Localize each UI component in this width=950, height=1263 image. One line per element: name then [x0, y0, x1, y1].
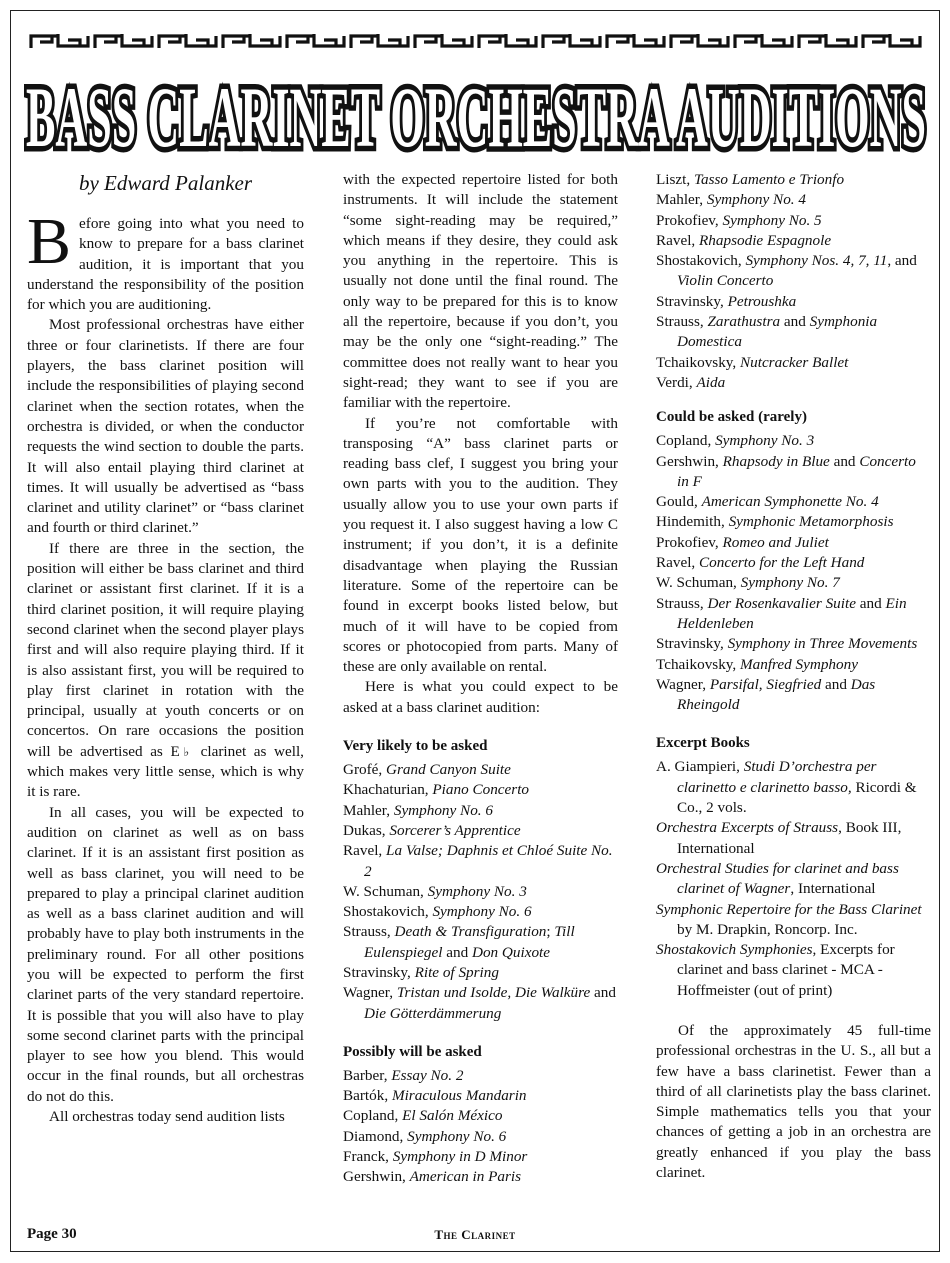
list-item: Stravinsky, Petroushka: [656, 292, 797, 310]
list-item: Copland, Symphony No. 3: [656, 432, 815, 450]
paragraph-1: Before going into what you need to know to prepare for a bass clarinet audition, it is important that you understand the responsibility of the position for which you are auditioning.: [27, 205, 304, 314]
svg-text:BASS CLARINET ORCHESTRA AUDITI: BASS CLARINET ORCHESTRA AUDITIONS: [26, 70, 926, 158]
list-item: A. Giampieri, Studi D’orchestra per clarinetto e clarinetto basso, Ricordi & Co., 2 vols.: [656, 758, 917, 817]
list-item: W. Schuman, Symphony No. 7: [656, 574, 840, 592]
list-item: Tchaikovsky, Nutcracker Ballet: [656, 353, 849, 371]
list-item: Verdi, Aida: [656, 373, 726, 391]
list-item: Hindemith, Symphonic Metamorphosis: [656, 513, 894, 531]
column-3: [656, 170, 931, 1183]
paragraph-3: If there are three in the section, the position will either be bass clarinet and third clarinet or assistant first clarinet. If it is a third clarinet position, it will require playing second clarinet when the second player plays first and will also require playing third. If it is also assistant first, you will be required to play first clarinet in rotation with the principal, usually at youth concerts or on concertos. On rare occasions the position will be advertised as E♭ clarinet as well, which makes very little sense, which is why it is rare.: [27, 539, 304, 801]
list-item: Grofé, Grand Canyon Suite: [343, 761, 511, 779]
list-item: Diamond, Symphony No. 6: [343, 1127, 507, 1145]
list-item: Strauss, Der Rosenkavalier Suite and Ein Heldenleben: [656, 594, 907, 632]
list-item: Barber, Essay No. 2: [343, 1066, 464, 1084]
list-item: W. Schuman, Symphony No. 3: [343, 882, 527, 900]
repertoire-list: [343, 760, 618, 1024]
list-item: Dukas, Sorcerer’s Apprentice: [343, 821, 521, 839]
section-very-likely: [343, 736, 618, 1024]
list-item: Liszt, Tasso Lamento e Trionfo: [656, 171, 845, 188]
list-item: Orchestra Excerpts of Strauss, Book III, International: [656, 819, 902, 857]
list-item: Tchaikovsky, Manfred Symphony: [656, 655, 858, 673]
page-number: Page 30: [27, 1226, 77, 1242]
magazine-name: The Clarinet: [434, 1227, 516, 1242]
list-item: Ravel, Rhapsodie Espagnole: [656, 231, 832, 249]
repertoire-list: [656, 431, 931, 715]
list-item: Mahler, Symphony No. 4: [656, 191, 806, 209]
list-item: Strauss, Zarathustra and Symphonia Domestica: [656, 313, 878, 351]
list-item: Khachaturian, Piano Concerto: [343, 781, 530, 799]
paragraph-4: In all cases, you will be expected to audition on clarinet as well as on bass clarinet. If it is an assistant first position as well as bass clarinet, you will need to be prepared to play a principal clarinet audition as well as a bass clarinet audition and will probably have to play both instruments in the preliminary round. For all other positions you will be expected to perform the first clarinet parts of the very standard repertoire. It is possible that you will also have to play some second clarinet parts with the principal player to see how you blend. This would occur in the final rounds, but all orchestras do not do this.: [27, 803, 304, 1105]
section-heading: Could be asked (rarely): [656, 409, 807, 426]
list-item: Stravinsky, Symphony in Three Movements: [656, 635, 918, 653]
drop-cap: B: [27, 205, 72, 278]
list-item: Wagner, Parsifal, Siegfried and Das Rheingold: [656, 675, 876, 714]
section-excerpt-books: [656, 733, 931, 1001]
page-title: [24, 70, 928, 158]
column-1: [27, 170, 304, 1127]
list-item: Shostakovich, Symphony No. 6: [343, 903, 532, 921]
paragraph-5: All orchestras today send audition lists: [49, 1108, 285, 1126]
list-item: Gershwin, Rhapsody in Blue and Concerto in F: [656, 452, 916, 490]
paragraph-2: Most professional orchestras have either three or four clarinetists. If there are four players, the bass clarinet position will include the responsibilities of playing second clarinet when the section rotates, when the orchestra is divided, or when the conductor requests the wind section to double the parts. It will also entail playing third clarinet at times. It will usually be advertised as “bass clarinet and utility clarinet” or “bass clarinet and fourth or third clarinet.”: [27, 316, 304, 537]
list-item: Wagner, Tristan und Isolde, Die Walküre and Die Götterdämmerung: [343, 984, 616, 1022]
list-item: Gould, American Symphonette No. 4: [656, 493, 879, 511]
list-item: Stravinsky, Rite of Spring: [343, 963, 499, 981]
list-item: Shostakovich, Symphony Nos. 4, 7, 11, and Violin Concerto: [656, 252, 917, 290]
list-item: Shostakovich Symphonies, Excerpts for clarinet and bass clarinet - MCA - Hoffmeister (out of print): [656, 941, 895, 999]
list-item: Strauss, Death & Transfiguration; Till Eulenspiegel and Don Quixote: [343, 923, 575, 961]
list-item: Mahler, Symphony No. 6: [343, 801, 493, 819]
closing-paragraph: Of the approximately 45 full-time professional orchestras in the U. S., all but a few have a bass clarinetist. Fewer than a third of all clarinetists play the bass clarinet. Simple mathematics tells you that your chances of getting a job in an orchestra are greatly enhanced if you play the bass clarinet.: [656, 1021, 931, 1182]
section-possibly: [343, 1042, 618, 1188]
section-heading: Very likely to be asked: [343, 738, 488, 755]
list-item: Copland, El Salón México: [343, 1107, 503, 1125]
section-heading: Excerpt Books: [656, 735, 750, 752]
list-item: Symphonic Repertoire for the Bass Clarinet by M. Drapkin, Roncorp. Inc.: [656, 900, 922, 938]
paragraph-6: If you’re not comfortable with transposing “A” bass clarinet parts or reading bass clef, I suggest you bring your own parts with you to the audition. They usually allow you to use your own parts if you request it. I also suggest having a low C instrument; if you don’t, it is a definite disadvantage when playing the Russian literature. Some of the repertoire can be found in excerpt books listed below, but much of it will have to be copied from scores or photocopied from parts. Many of these are only available on rental.: [343, 414, 618, 676]
column-2: [343, 170, 618, 1188]
paragraph-5-continued: with the expected repertoire listed for both instruments. It will include the statement “some sight-reading may be required,” which means if they desire, they could ask you anything in the repertoire. This is usually not done until the final round. The only way to be prepared for this is to know all the repertoire, because if you don’t, you may be the only one “sight-reading.” The committee does not really want to hear you sight-read; they want to see if you are familiar with the repertoire.: [343, 171, 618, 412]
list-item: Orchestral Studies for clarinet and bass clarinet of Wagner, International: [656, 859, 899, 898]
list-item: Ravel, Concerto for the Left Hand: [656, 554, 865, 572]
excerpt-book-list: [656, 757, 931, 1001]
byline: by Edward Palanker: [78, 171, 253, 195]
list-item: Bartók, Miraculous Mandarin: [343, 1087, 527, 1105]
list-item: Gershwin, American in Paris: [343, 1168, 522, 1186]
repertoire-list-continued: [656, 170, 931, 393]
paragraph-7: Here is what you could expect to be asked at a bass clarinet audition:: [343, 678, 618, 716]
list-item: Prokofiev, Romeo and Juliet: [656, 533, 829, 551]
repertoire-list: [343, 1066, 618, 1188]
flat-symbol: ♭: [179, 744, 194, 759]
list-item: Prokofiev, Symphony No. 5: [656, 211, 822, 229]
list-item: Franck, Symphony in D Minor: [343, 1148, 528, 1166]
list-item: Ravel, La Valse; Daphnis et Chloé Suite No. 2: [343, 842, 613, 880]
section-rarely: [656, 407, 931, 715]
decorative-border-icon: [28, 28, 922, 54]
section-heading: Possibly will be asked: [343, 1043, 482, 1060]
